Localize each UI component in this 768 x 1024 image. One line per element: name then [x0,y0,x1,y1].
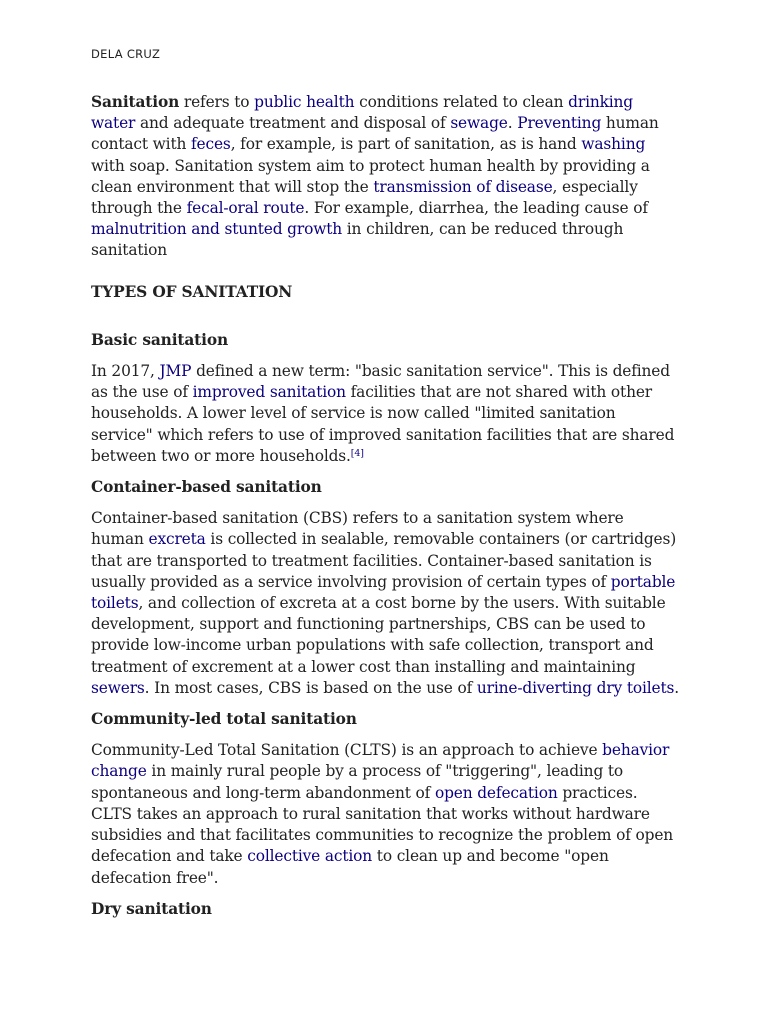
paragraph-basic-sanitation [91,361,681,467]
link-transmission-of-disease[interactable]: transmission of disease [373,177,553,196]
paragraph-community-led-total-sanitation [91,740,681,888]
community-text: in mainly rural people by a process of "triggering", leading to spontaneous and long-term abandonment of [91,762,624,802]
link-drinking-water[interactable]: drinking water [91,93,634,133]
running-header: DELA CRUZ [91,47,161,61]
link-fecal-oral-route[interactable]: fecal-oral route [186,199,305,218]
container-text: . In most cases, CBS is based on the use of [144,678,477,697]
link-public-health[interactable]: public health [254,93,355,111]
intro-text: . [507,114,518,133]
link-excreta[interactable]: excreta [148,530,206,549]
community-text: to clean up and become "open defecation free". [91,847,609,887]
link-open-defecation[interactable]: open defecation [434,783,558,802]
heading-community-led-total-sanitation: Community-led total sanitation [91,710,357,729]
intro-text: conditions related to clean [354,93,569,111]
document-body [91,92,681,930]
heading-container-based-sanitation: Container-based sanitation [91,478,322,497]
intro-text: , especially through the [91,177,638,218]
intro-paragraph [91,92,681,262]
intro-text: human contact with [91,114,659,154]
container-text: , and collection of excreta at a cost borne by the users. With suitable development, support and functioning partnerships, CBS can be used to provide low-income urban populations with safe collection, transport and treatment of excrement at a lower cost than installing and maintaining [91,594,666,676]
intro-text: . For example, diarrhea, the leading cause of [304,199,648,218]
heading-dry-sanitation: Dry sanitation [91,899,212,918]
link-washing[interactable]: washing [581,135,646,154]
link-sewers[interactable]: sewers [91,678,145,697]
link-behavior-change[interactable]: behavior change [91,741,670,781]
intro-text: in children, can be reduced through sanitation [91,220,624,260]
container-text: Container-based sanitation (CBS) refers to a sanitation system where human [91,509,624,549]
link-malnutrition[interactable]: malnutrition and stunted growth [91,220,343,239]
basic-text: In 2017, [91,362,160,381]
heading-basic-sanitation: Basic sanitation [91,330,228,349]
intro-text: with soap. Sanitation system aim to protect human health by providing a clean environment that will stop the [91,156,650,196]
intro-text: , for example, is part of sanitation, as is hand [230,135,582,154]
link-urine-diverting-dry-toilets[interactable]: urine-diverting dry toilets [476,678,675,697]
basic-text: defined a new term: "basic sanitation service". This is defined as the use of [91,362,670,402]
paragraph-container-based-sanitation [91,508,681,699]
community-text: practices. CLTS takes an approach to rural sanitation that works without hardware subsidies and that facilitates communities to recognize the problem of open defecation and take [91,783,674,866]
link-preventing[interactable]: Preventing [517,114,602,133]
intro-text: and adequate treatment and disposal of [135,114,451,133]
container-text: . [674,678,679,697]
link-portable-toilets[interactable]: portable toilets [91,572,676,613]
basic-text: facilities that are not shared with other households. A lower level of service is now called "limited sanitation service" which refers to use of improved sanitation facilities that are shared between two or more households. [91,383,675,465]
link-improved-sanitation[interactable]: improved sanitation [192,383,346,402]
link-feces[interactable]: feces [191,135,231,154]
link-sewage[interactable]: sewage [450,114,508,133]
intro-text: refers to [179,93,255,111]
section-title: TYPES OF SANITATION [91,282,293,301]
reference-link[interactable]: [4] [350,447,364,459]
community-text: Community-Led Total Sanitation (CLTS) is an approach to achieve [91,741,603,760]
container-text: is collected in sealable, removable containers (or cartridges) that are transported to treatment facilities. Container-based sanitation is usually provided as a service involving provision of certain types of [91,530,677,591]
link-collective-action[interactable]: collective action [247,847,373,866]
intro-term: Sanitation [91,93,180,111]
link-jmp[interactable]: JMP [159,362,192,381]
